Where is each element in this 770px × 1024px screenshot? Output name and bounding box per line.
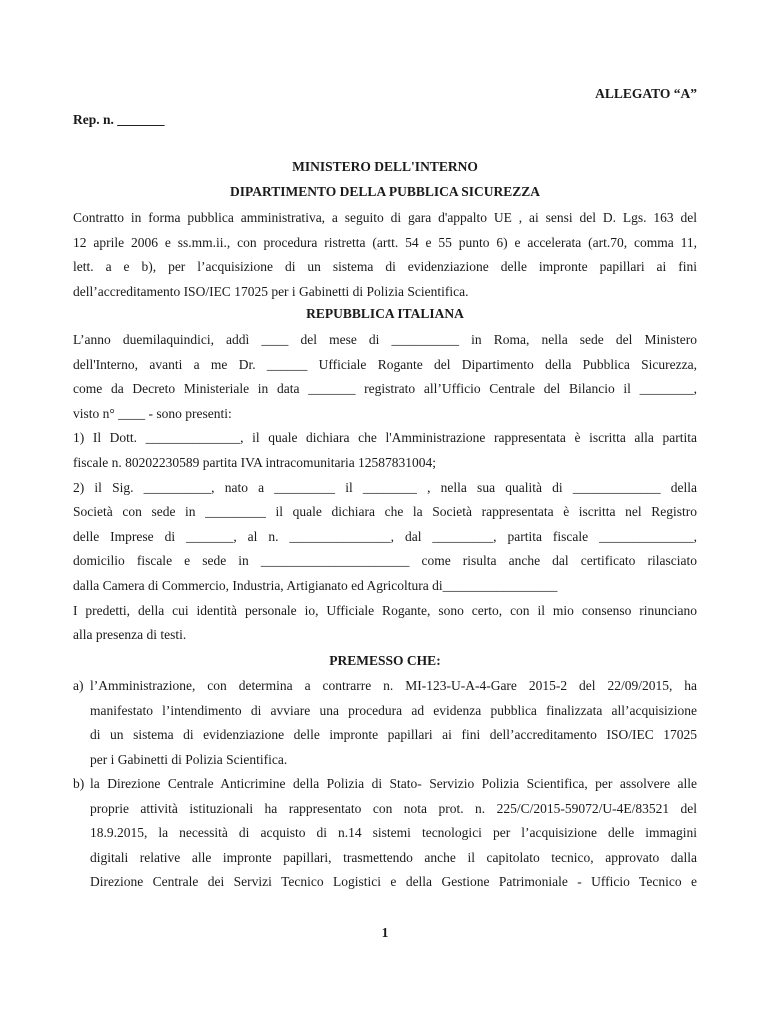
text-line: manifestato l’intendimento di avviare una procedura ad evidenza pubblica finalizzata all’acquisizione bbox=[90, 702, 697, 718]
body-paragraph bbox=[73, 328, 697, 648]
text-line: l’Amministrazione, con determina a contrarre n. MI-123-U-A-4-Gare 2015-2 del 22/09/2015, ha bbox=[90, 678, 697, 693]
text-line: lett. a e b), per l’acquisizione di un sistema di evidenziazione delle impronte papillari ai fini bbox=[73, 259, 697, 275]
text-line: 2) il Sig. __________, nato a _________ il ________ , nella sua qualità di _____________ della bbox=[73, 479, 697, 495]
text-line: alla presenza di testi. bbox=[73, 627, 187, 643]
text-line: digitali relative alle impronte papillari, trasmettendo anche il capitolato tecnico, approvato dalla bbox=[90, 849, 697, 865]
repubblica-heading: REPUBBLICA ITALIANA bbox=[306, 306, 464, 321]
text-line: proprie attività istituzionali ha rappresentato con nota prot. n. 225/C/2015-59072/U-4E/83521 del bbox=[90, 800, 697, 816]
text-line: domicilio fiscale e sede in ______________________ come risulta anche dal certificato rilasciato bbox=[73, 553, 697, 569]
text-line: visto n° ____ - sono presenti: bbox=[73, 405, 232, 421]
text-line: di un sistema di evidenziazione delle impronte papillari ai fini dell’accreditamento ISO/IEC 17025 bbox=[90, 727, 697, 743]
list-item-b bbox=[73, 772, 697, 895]
intro-paragraph bbox=[73, 206, 697, 304]
premesso-heading: PREMESSO CHE: bbox=[329, 653, 441, 668]
text-line: I predetti, della cui identità personale io, Ufficiale Rogante, sono certo, con il mio consenso rinunciano bbox=[73, 602, 697, 618]
text-line: per i Gabinetti di Polizia Scientifica. bbox=[90, 751, 288, 767]
list-item-a bbox=[73, 674, 697, 772]
rep-number: Rep. n. _______ bbox=[73, 112, 165, 127]
text-line: L’anno duemilaquindici, addì ____ del mese di __________ in Roma, nella sede del Ministero bbox=[73, 332, 697, 347]
text-line: 18.9.2015, la necessità di acquisto di n.14 sistemi tecnologici per l’acquisizione delle immagini bbox=[90, 825, 697, 841]
allegato-label: ALLEGATO “A” bbox=[595, 86, 697, 101]
department-title: DIPARTIMENTO DELLA PUBBLICA SICUREZZA bbox=[230, 184, 540, 199]
list-marker: b) bbox=[73, 776, 85, 791]
text-line: dell’accreditamento ISO/IEC 17025 per i Gabinetti di Polizia Scientifica. bbox=[73, 283, 469, 299]
text-line: dell'Interno, avanti a me Dr. ______ Ufficiale Rogante del Dipartimento della Pubblica Sicurezza, bbox=[73, 356, 697, 372]
list-marker: a) bbox=[73, 678, 84, 693]
text-line: fiscale n. 80202230589 partita IVA intracomunitaria 12587831004; bbox=[73, 454, 437, 470]
text-line: Contratto in forma pubblica amministrativa, a seguito di gara d'appalto UE , ai sensi del D. Lgs. 163 del bbox=[73, 210, 697, 225]
text-line: come da Decreto Ministeriale in data _______ registrato all’Ufficio Centrale del Bilancio il ________, bbox=[73, 381, 697, 397]
page-number: 1 bbox=[381, 925, 389, 940]
text-line: Direzione Centrale dei Servizi Tecnico Logistici e della Gestione Patrimoniale - Ufficio Tecnico e bbox=[90, 874, 697, 890]
ministry-title: MINISTERO DELL'INTERNO bbox=[292, 159, 478, 174]
text-line: 1) Il Dott. ______________, il quale dichiara che l'Amministrazione rappresentata è iscritta alla partita bbox=[73, 430, 697, 446]
text-line: dalla Camera di Commercio, Industria, Artigianato ed Agricoltura di_________________ bbox=[73, 577, 558, 593]
text-line: 12 aprile 2006 e ss.mm.ii., con procedura ristretta (artt. 54 e 55 punto 6) e accelerata (art.70, comma 11, bbox=[73, 234, 697, 250]
text-line: la Direzione Centrale Anticrimine della Polizia di Stato- Servizio Polizia Scientifica, per assolvere alle bbox=[90, 776, 697, 791]
text-line: Società con sede in _________ il quale dichiara che la Società rappresentata è iscritta nel Registro bbox=[73, 504, 697, 520]
text-line: delle Imprese di _______, al n. _______________, dal _________, partita fiscale ______________, bbox=[73, 528, 697, 544]
